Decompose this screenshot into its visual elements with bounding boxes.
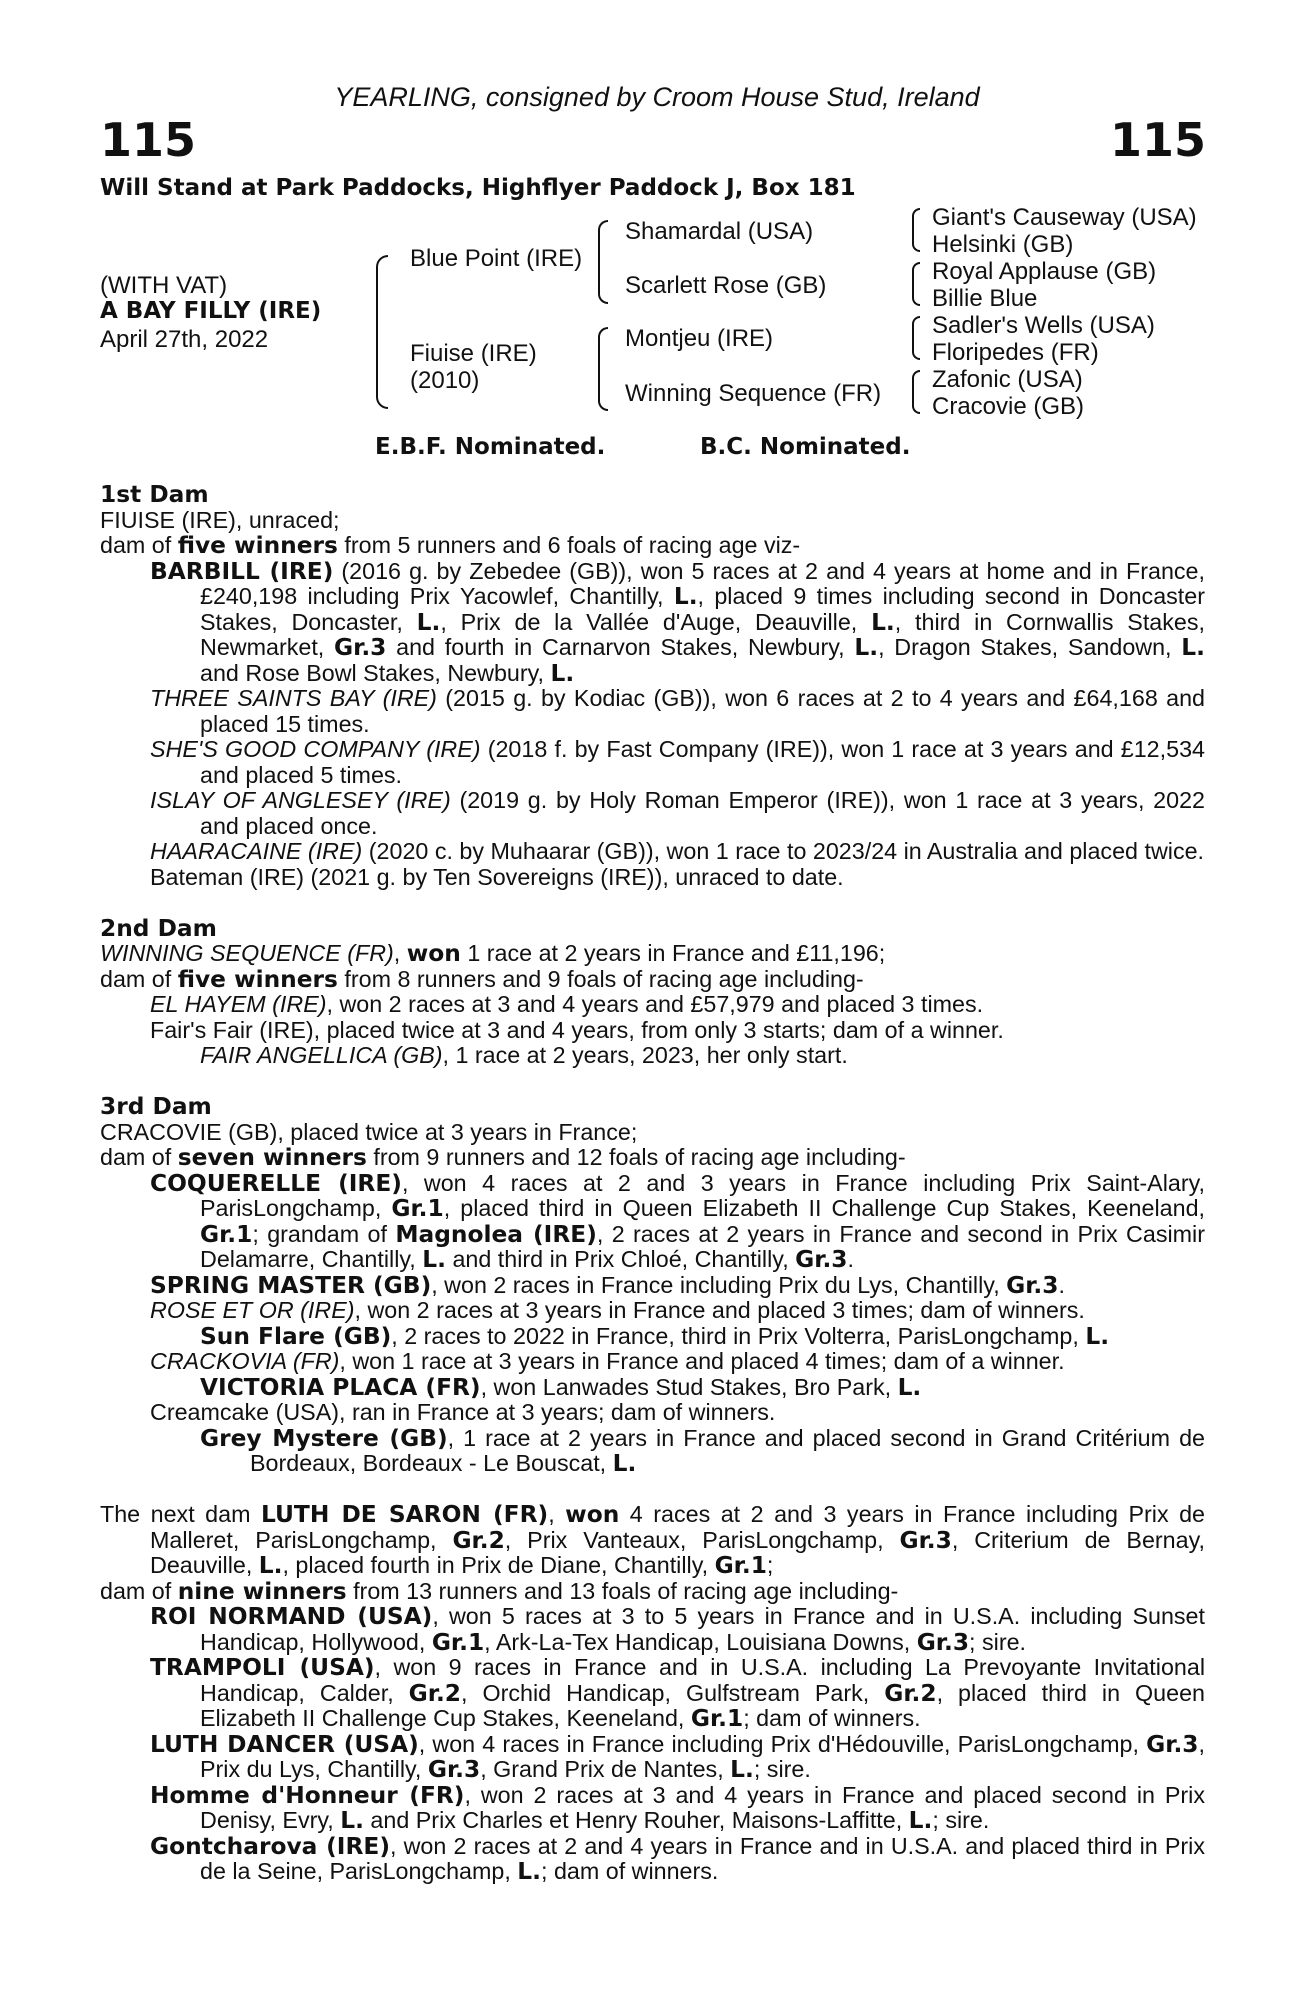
sire-dam-sire: Royal Applause (GB) (932, 258, 1157, 285)
produce-entry: Creamcake (USA), ran in France at 3 years; dam of winners. (150, 1399, 776, 1425)
catalogue-body (100, 482, 1205, 1885)
dam-sire: Montjeu (IRE) (625, 325, 774, 352)
produce-entry: VICTORIA PLACA (FR), won Lanwades Stud Stakes, Bro Park, L. (200, 1373, 922, 1401)
dam-summary: FIUISE (IRE), unraced; (100, 506, 340, 533)
brace (912, 370, 920, 414)
brace (912, 316, 920, 360)
brace (598, 220, 608, 304)
produce-entry: ROSE ET OR (IRE), won 2 races at 3 years in France and placed 3 times; dam of winners. (150, 1297, 1085, 1323)
sire-dam-dam: Billie Blue (932, 285, 1038, 312)
produce-entry: THREE SAINTS BAY (IRE) (2015 g. by Kodiac (GB)), won 6 races at 2 to 4 years and £64,168 and placed 15 times. (150, 685, 1205, 737)
dam-summary: The next dam LUTH DE SARON (FR), won 4 races at 2 and 3 years in France including Prix de Malleret, ParisLongchamp, Gr.2, Prix Vanteaux, ParisLongchamp, Gr.3, Criterium de Bernay, Deauville, L., placed fourth in Prix de Diane, Chantilly, Gr.1; (100, 1501, 1206, 1579)
produce-entry: FAIR ANGELLICA (GB), 1 race at 2 years, 2023, her only start. (200, 1042, 848, 1068)
dam-dam-dam: Cracovie (GB) (932, 393, 1085, 420)
sire-sire-dam: Helsinki (GB) (932, 231, 1074, 258)
lot-number-left: 115 (100, 113, 197, 167)
ebf-nomination: E.B.F. Nominated. (375, 434, 606, 460)
first-dam-section (100, 482, 1205, 890)
brace (912, 262, 920, 306)
brace (376, 255, 388, 409)
section-heading: 3rd Dam (100, 1093, 212, 1120)
third-dam-section (100, 1094, 1205, 1477)
stand-location: Will Stand at Park Paddocks, Highflyer Paddock J, Box 181 (100, 175, 856, 201)
produce-entry: TRAMPOLI (USA), won 9 races in France and in U.S.A. including La Prevoyante Invitational Handicap, Calder, Gr.2, Orchid Handicap, Gulfstream Park, Gr.2, placed third in Queen Elizabeth II Challenge Cup Stakes, Keeneland, Gr.1; dam of winners. (150, 1654, 1205, 1732)
dam-sire-sire: Sadler's Wells (USA) (932, 312, 1155, 339)
produce-entry: COQUERELLE (IRE), won 4 races at 2 and 3 years in France including Prix Saint-Alary, ParisLongchamp, Gr.1, placed third in Queen Elizabeth II Challenge Cup Stakes, Keeneland, Gr.1; grandam of Magnolea (IRE), 2 races at 2 years in France and second in Prix Casimir Delamarre, Chantilly, L. and third in Prix Chloé, Chantilly, Gr.3. (150, 1169, 1205, 1273)
produce-entry: ISLAY OF ANGLESEY (IRE) (2019 g. by Holy Roman Emperor (IRE)), won 1 race at 3 years, 2022 and placed once. (150, 787, 1205, 839)
dam-summary: WINNING SEQUENCE (FR), won 1 race at 2 years in France and £11,196; (100, 940, 886, 967)
lot-name: A BAY FILLY (IRE) (100, 298, 322, 324)
produce-entry: CRACKOVIA (FR), won 1 race at 3 years in France and placed 4 times; dam of a winner. (150, 1348, 1065, 1374)
dam-summary: CRACOVIE (GB), placed twice at 3 years in France; (100, 1118, 638, 1145)
dam-year: (2010) (410, 367, 480, 394)
next-dam-section (100, 1502, 1205, 1885)
bc-nomination: B.C. Nominated. (700, 434, 911, 460)
produce-entry: Gontcharova (IRE), won 2 races at 2 and 4 years in France and in U.S.A. and placed third in Prix de la Seine, ParisLongchamp, L.; dam of winners. (150, 1832, 1205, 1885)
brace (912, 208, 920, 252)
produce-entry: EL HAYEM (IRE), won 2 races at 3 and 4 years and £57,979 and placed 3 times. (150, 991, 984, 1017)
produce-entry: BARBILL (IRE) (2016 g. by Zebedee (GB)), won 5 races at 2 and 4 years at home and in France, £240,198 including Prix Yacowlef, Chantilly, L., placed 9 times including second in Doncaster Stakes, Doncaster, L., Prix de la Vallée d'Auge, Deauville, L., third in Cornwallis Stakes, Newmarket, Gr.3 and fourth in Carnarvon Stakes, Newbury, L., Dragon Stakes, Sandown, L. and Rose Bowl Stakes, Newbury, L. (150, 557, 1205, 687)
produce-entry: ROI NORMAND (USA), won 5 races at 3 to 5 years in France and in U.S.A. including Sunset Handicap, Hollywood, Gr.1, Ark-La-Tex Handicap, Louisiana Downs, Gr.3; sire. (150, 1603, 1205, 1656)
lot-number-right: 115 (1109, 113, 1206, 167)
sire: Blue Point (IRE) (410, 245, 583, 272)
produce-entry: HAARACAINE (IRE) (2020 c. by Muhaarar (GB)), won 1 race to 2023/24 in Australia and placed twice. (150, 838, 1205, 864)
dam-dam: Winning Sequence (FR) (625, 380, 882, 407)
produce-entry: LUTH DANCER (USA), won 4 races in France including Prix d'Hédouville, ParisLongchamp, Gr.3, Prix du Lys, Chantilly, Gr.3, Grand Prix de Nantes, L.; sire. (150, 1730, 1205, 1783)
produce-entry: Sun Flare (GB), 2 races to 2022 in France, third in Prix Volterra, ParisLongchamp, L. (200, 1322, 1110, 1350)
section-heading: 1st Dam (100, 481, 209, 508)
produce-entry: Bateman (IRE) (2021 g. by Ten Sovereigns (IRE)), unraced to date. (150, 863, 844, 890)
vat-note: (WITH VAT) (100, 272, 228, 299)
produce-summary: dam of five winners from 8 runners and 9 foals of racing age including- (100, 965, 864, 993)
produce-summary: dam of nine winners from 13 runners and 13 foals of racing age including- (100, 1577, 899, 1605)
second-dam-section (100, 916, 1205, 1069)
produce-entry: Homme d'Honneur (FR), won 2 races at 3 and 4 years in France and placed second in Prix Denisy, Evry, L. and Prix Charles et Henry Rouher, Maisons-Laffitte, L.; sire. (150, 1781, 1205, 1834)
section-heading: 2nd Dam (100, 914, 217, 942)
produce-entry: Grey Mystere (GB), 1 race at 2 years in France and placed second in Grand Critérium de Bordeaux, Bordeaux - Le Bouscat, L. (200, 1424, 1205, 1477)
produce-entry: SHE'S GOOD COMPANY (IRE) (2018 f. by Fast Company (IRE)), won 1 race at 3 years and £12,534 and placed 5 times. (150, 736, 1205, 788)
produce-summary: dam of five winners from 5 runners and 6 foals of racing age viz- (100, 532, 801, 559)
sire-sire-sire: Giant's Causeway (USA) (932, 204, 1197, 231)
produce-summary: dam of seven winners from 9 runners and 12 foals of racing age including- (100, 1144, 906, 1171)
consignment-line: YEARLING, consigned by Croom House Stud, Ireland (334, 82, 980, 112)
sire-sire: Shamardal (USA) (625, 218, 814, 245)
produce-entry: Fair's Fair (IRE), placed twice at 3 and 4 years, from only 3 starts; dam of a winner. (150, 1016, 1004, 1043)
produce-entry: SPRING MASTER (GB), won 2 races in France including Prix du Lys, Chantilly, Gr.3. (150, 1271, 1065, 1299)
foaling-date: April 27th, 2022 (100, 326, 269, 353)
dam: Fiuise (IRE) (410, 340, 537, 367)
sire-dam: Scarlett Rose (GB) (625, 272, 827, 299)
dam-sire-dam: Floripedes (FR) (932, 339, 1099, 366)
brace (598, 327, 608, 411)
dam-dam-sire: Zafonic (USA) (932, 366, 1083, 393)
